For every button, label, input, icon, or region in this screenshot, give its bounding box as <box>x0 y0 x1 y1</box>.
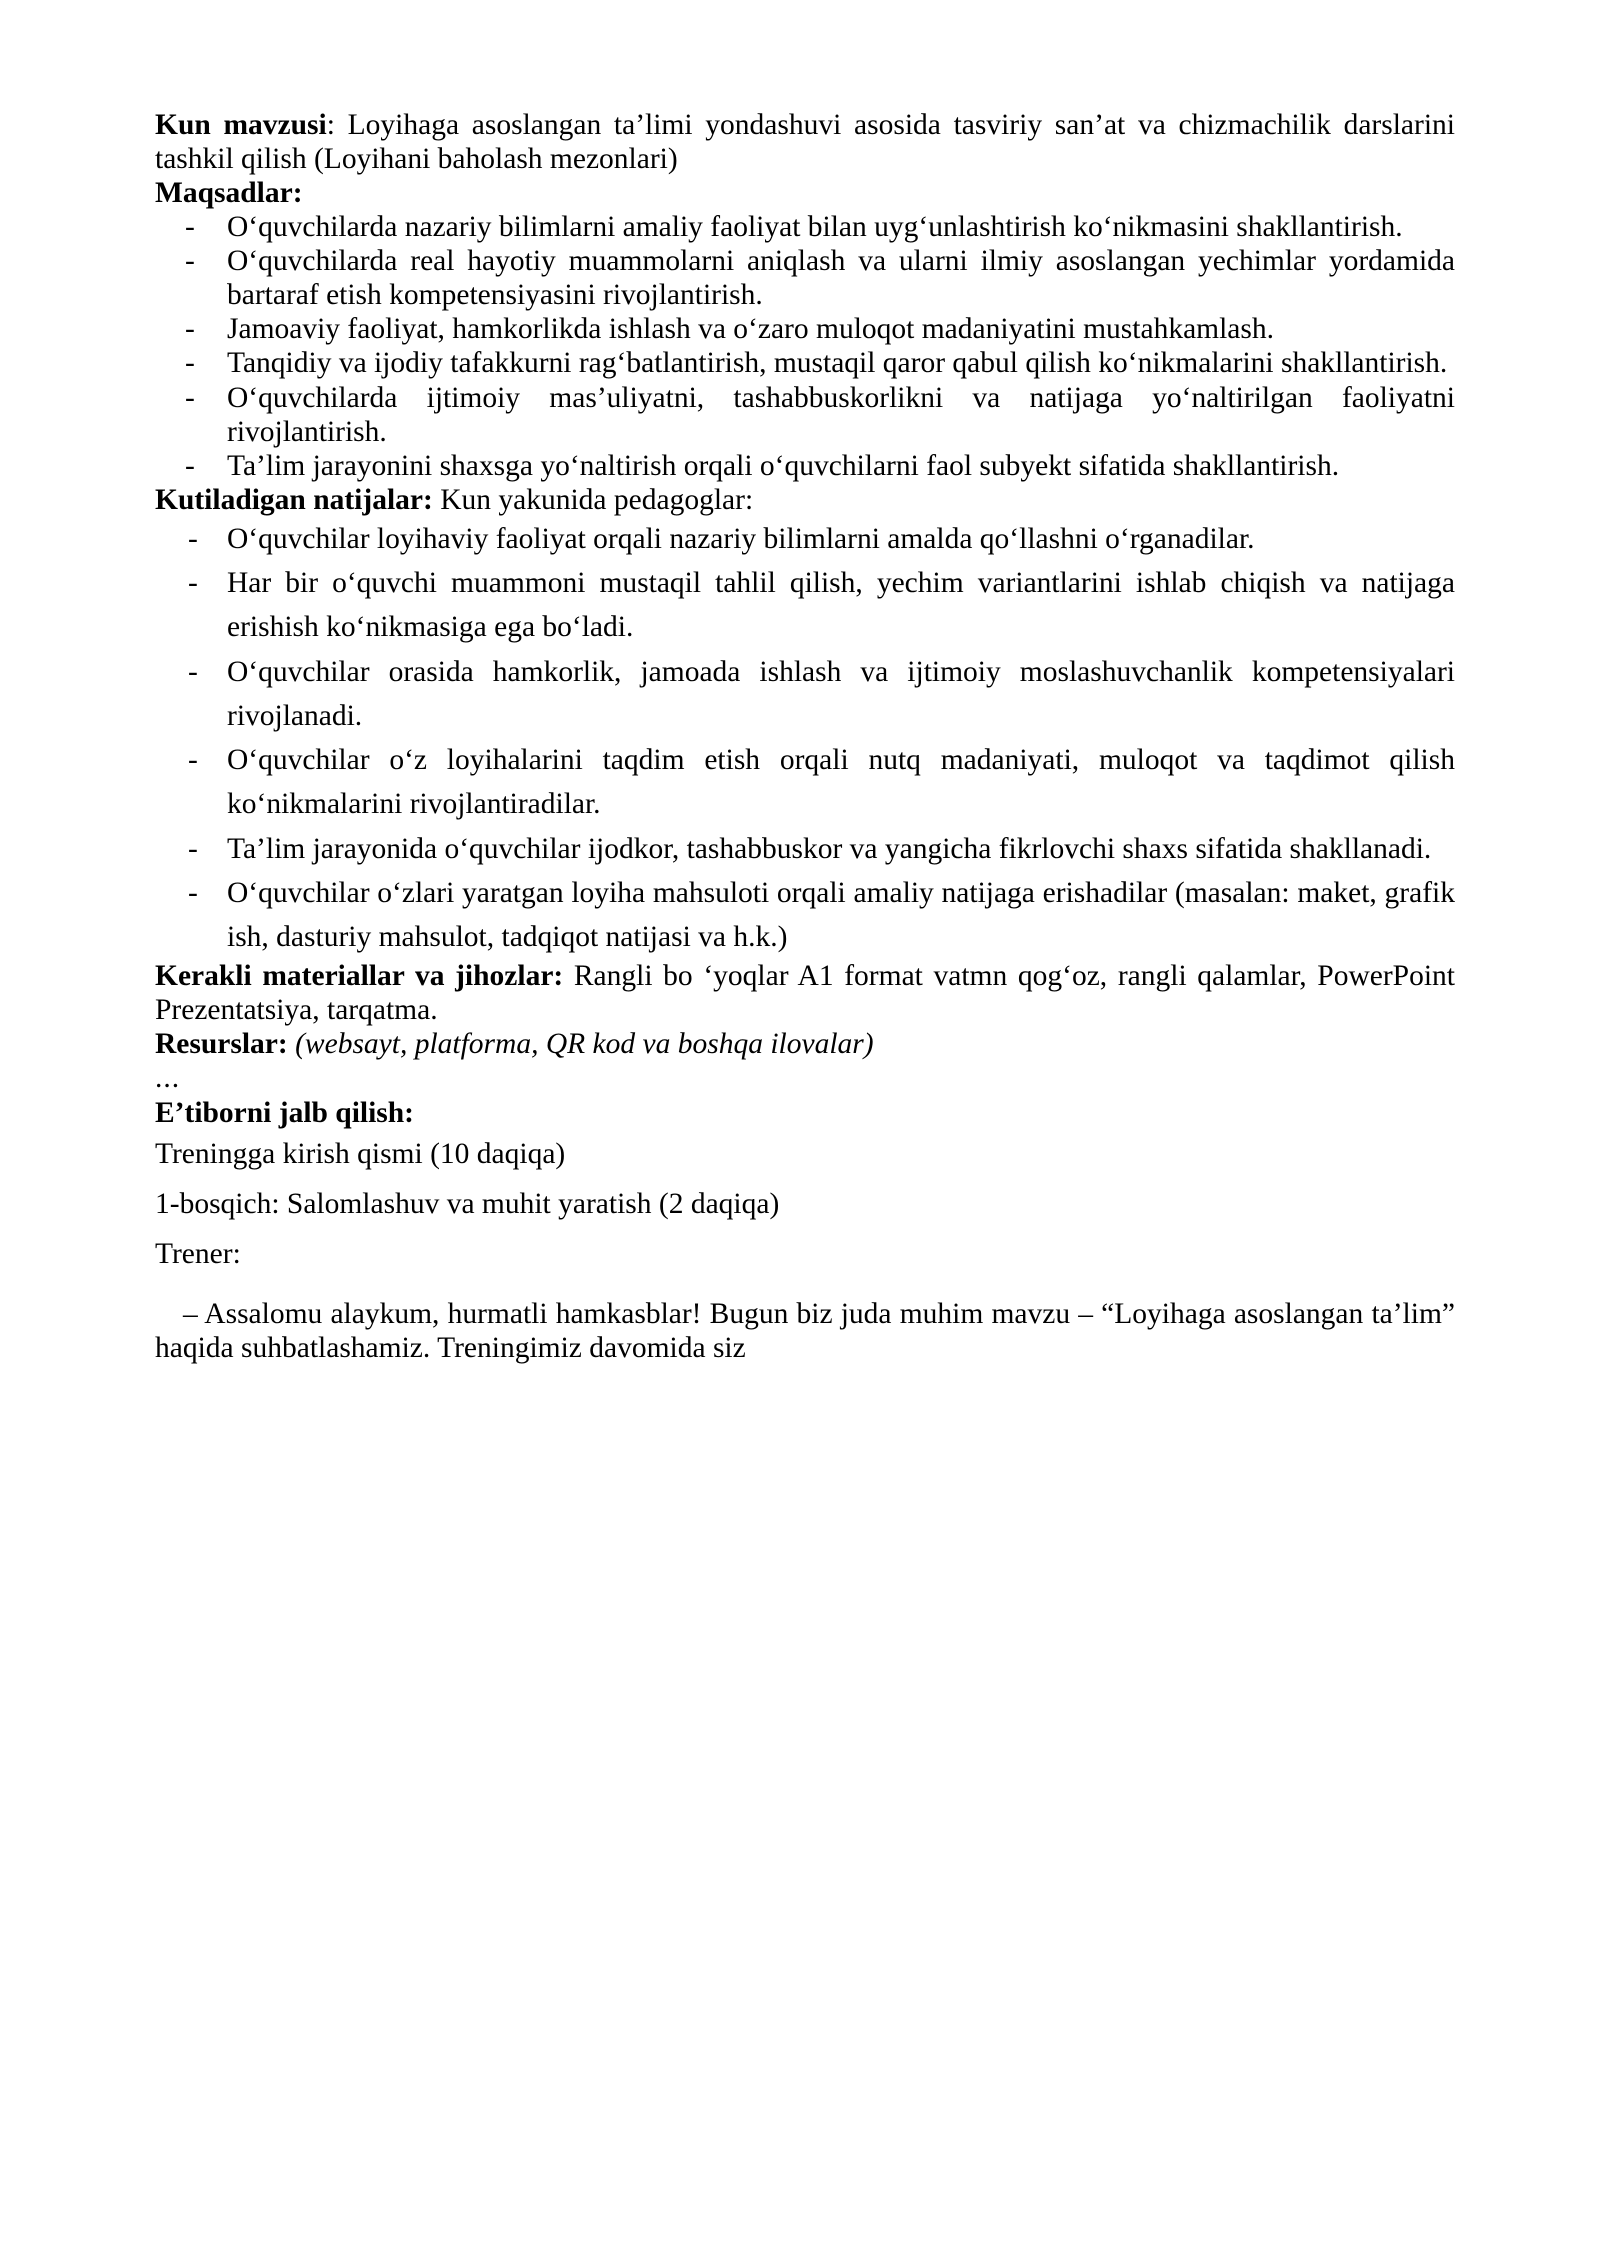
list-item <box>155 827 1455 871</box>
list-item <box>155 517 1455 561</box>
bullet-dash-icon: - <box>185 347 195 380</box>
list-item <box>155 650 1455 739</box>
resources-heading: Resurslar: <box>155 1028 288 1061</box>
materials-heading: Kerakli materiallar va jihozlar: <box>155 960 564 993</box>
attention-heading: E’tiborni jalb qilish: <box>155 1096 415 1129</box>
bullet-dash-icon: - <box>185 313 195 346</box>
topic-text: : Loyihaga asoslangan ta’limi yondashuvi asosida tasviriy san’at va chizmachilik darslarini tashkil qilish (Loyihani baholash mezonlari) <box>155 109 1455 176</box>
intro-line: Treningga kirish qismi (10 daqiqa) <box>155 1137 566 1170</box>
list-item-text: Tanqidiy va ijodiy tafakkurni rag‘batlantirish, mustaqil qaror qabul qilish ko‘nikmalarini shakllantirish. <box>227 347 1448 380</box>
list-item-text: O‘quvchilarda real hayotiy muammolarni aniqlash va ularni ilmiy asoslangan yechimlar yordamida bartaraf etish kompetensiyasini rivojlantirish. <box>227 245 1455 312</box>
bullet-dash-icon: - <box>188 522 198 555</box>
list-item <box>155 871 1455 960</box>
outcomes-lead-text: Kun yakunida pedagoglar: <box>432 483 754 516</box>
bullet-dash-icon: - <box>188 655 198 688</box>
materials-paragraph <box>155 959 1455 1027</box>
list-item-text: Har bir o‘quvchi muammoni mustaqil tahlil qilish, yechim variantlarini ishlab chiqish va natijaga erishish ko‘nikmasiga ega bo‘ladi. <box>227 567 1455 644</box>
bullet-dash-icon: - <box>188 832 198 865</box>
list-item <box>155 561 1455 650</box>
list-item <box>155 449 1455 483</box>
spacer <box>155 1271 1455 1297</box>
list-item <box>155 381 1455 449</box>
attention-heading-paragraph <box>155 1096 1455 1130</box>
outcomes-list <box>155 517 1455 960</box>
bullet-dash-icon: - <box>185 449 195 482</box>
bullet-dash-icon: - <box>188 876 198 909</box>
list-item-text: O‘quvchilar orasida hamkorlik, jamoada ishlash va ijtimoiy moslashuvchanlik kompetensiyalari rivojlanadi. <box>227 655 1455 732</box>
list-item-text: O‘quvchilarda nazariy bilimlarni amaliy faoliyat bilan uyg‘unlashtirish ko‘nikmasini shakllantirish. <box>227 211 1403 244</box>
list-item <box>155 312 1455 346</box>
ellipsis-paragraph: ... <box>155 1062 181 1095</box>
goals-heading: Maqsadlar <box>155 177 293 210</box>
bullet-dash-icon: - <box>185 245 195 278</box>
list-item-text: Jamoaviy faoliyat, hamkorlikda ishlash va o‘zaro muloqot madaniyatini mustahkamlash. <box>227 313 1275 346</box>
list-item-text: O‘quvchilar loyihaviy faoliyat orqali nazariy bilimlarni amalda qo‘llashni o‘rganadilar. <box>227 522 1255 555</box>
bullet-dash-icon: - <box>185 381 195 414</box>
topic-paragraph <box>155 108 1455 176</box>
list-item <box>155 346 1455 380</box>
stage-line: 1-bosqich: Salomlashuv va muhit yaratish (2 daqiqa) <box>155 1187 780 1220</box>
list-item-text: Ta’lim jarayonida o‘quvchilar ijodkor, tashabbuskor va yangicha fikrlovchi shaxs sifatida shakllanadi. <box>227 832 1432 865</box>
list-item-text: O‘quvchilar o‘zlari yaratgan loyiha mahsuloti orqali amaliy natijaga erishadilar (masalan: maket, grafik ish, dasturiy mahsulot, tadqiqot natijasi va h.k.) <box>227 876 1455 953</box>
spacer <box>155 1130 1455 1137</box>
bullet-dash-icon: - <box>185 211 195 244</box>
list-item <box>155 244 1455 312</box>
goals-heading-paragraph <box>155 176 1455 210</box>
document-body <box>155 108 1455 1365</box>
materials-text: Rangli bo ‘yoqlar A1 format vatmn qog‘oz, rangli qalamlar, PowerPoint Prezentatsiya, tarqatma. <box>155 960 1455 1027</box>
goals-list <box>155 210 1455 483</box>
bullet-dash-icon: - <box>188 567 198 599</box>
outcomes-heading-paragraph <box>155 483 1455 517</box>
list-item-text: Ta’lim jarayonini shaxsga yo‘naltirish orqali o‘quvchilarni faol subyekt sifatida shakllantirish. <box>227 449 1340 482</box>
trainer-speech: – Assalomu alaykum, hurmatli hamkasblar! Bugun biz juda muhim mavzu – “Loyihaga asoslangan ta’lim” haqida suhbatlashamiz. Treningimiz davomida siz <box>155 1297 1455 1364</box>
list-item-text: O‘quvchilar o‘z loyihalarini taqdim etish orqali nutq madaniyati, muloqot va taqdimot qilish ko‘nikmalarini rivojlantiradilar. <box>227 744 1455 821</box>
list-item <box>155 210 1455 244</box>
resources-text: (websayt, platforma, QR kod va boshqa ilovalar) <box>287 1028 874 1061</box>
trainer-label: Trener: <box>155 1237 241 1270</box>
topic-heading: Kun mavzusi <box>155 109 327 141</box>
goals-heading-colon: : <box>292 177 303 210</box>
list-item <box>155 738 1455 827</box>
outcomes-heading: Kutiladigan natijalar: <box>155 483 433 516</box>
spacer <box>155 1171 1455 1187</box>
resources-paragraph <box>155 1027 1455 1061</box>
spacer <box>155 1221 1455 1237</box>
bullet-dash-icon: - <box>188 744 198 776</box>
list-item-text: O‘quvchilarda ijtimoiy mas’uliyatni, tashabbuskorlikni va natijaga yo‘naltirilgan faoliyatni rivojlantirish. <box>227 381 1455 448</box>
